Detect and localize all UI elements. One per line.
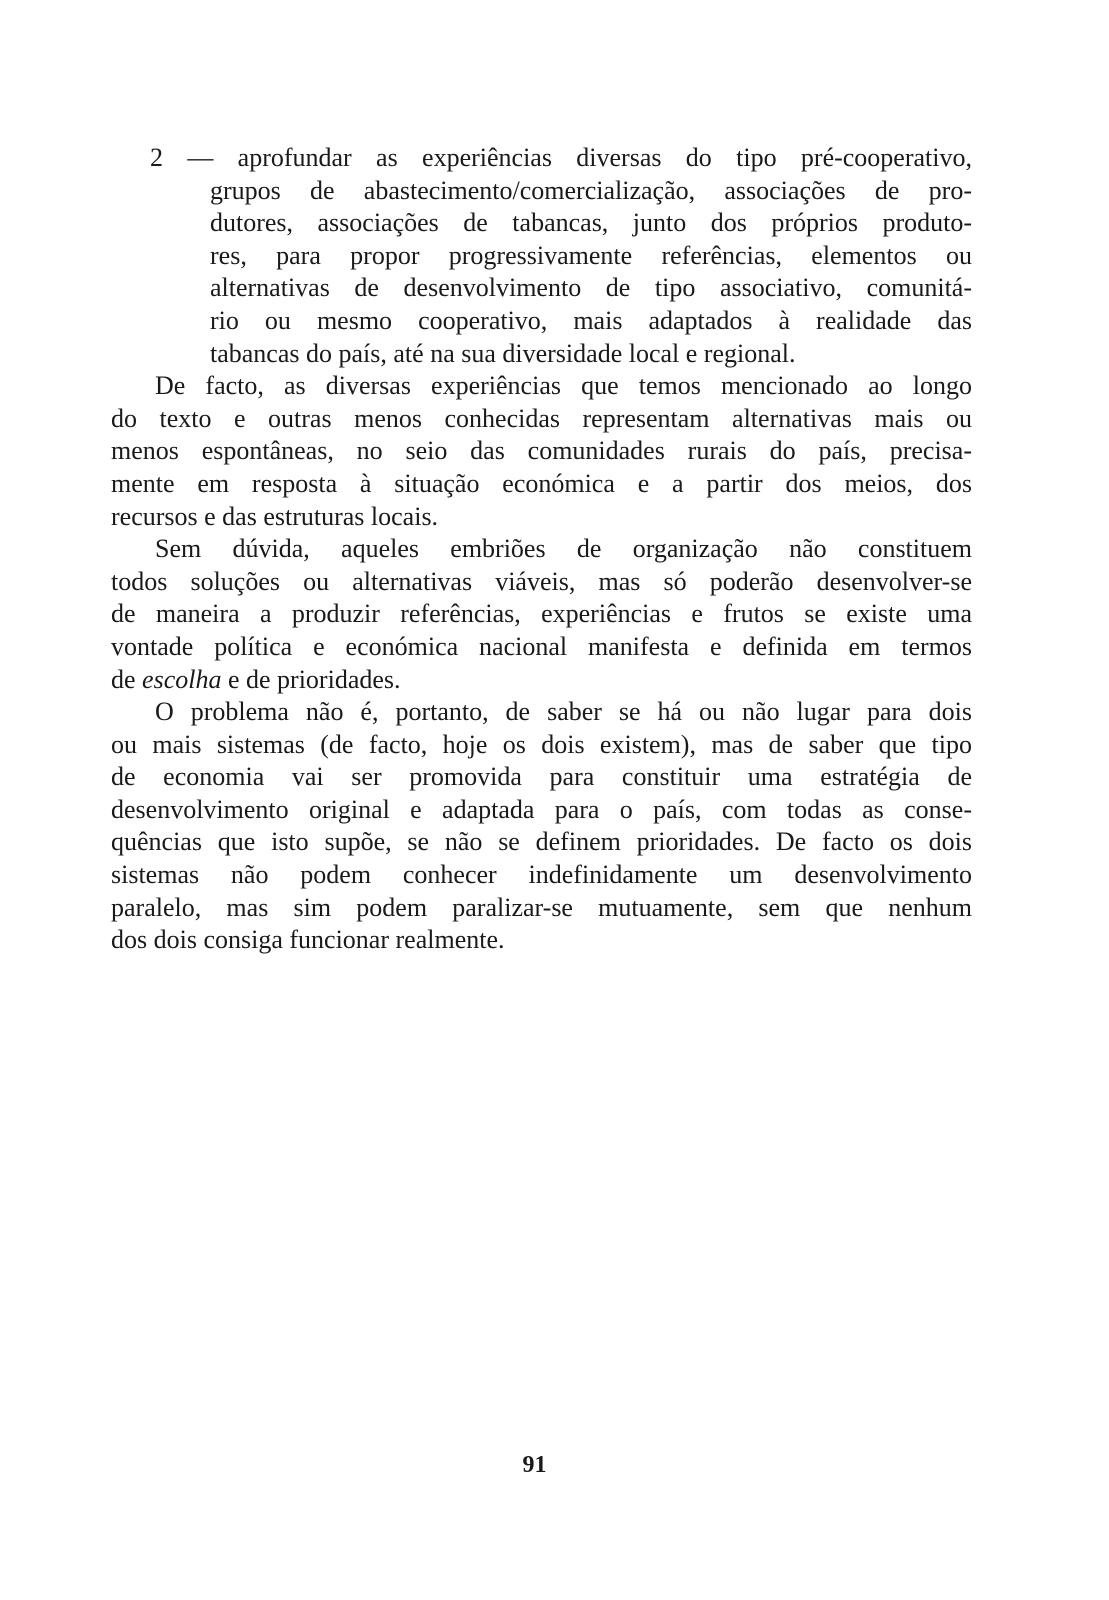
text-line: dos dois consiga funcionar realmente. [111, 925, 505, 955]
text-line: vontade política e económica nacional manifesta e definida em termos [111, 631, 972, 661]
list-item-2 [111, 142, 972, 370]
text-line: menos espontâneas, no seio das comunidades rurais do país, precisa- [111, 436, 972, 466]
text-line: todos soluções ou alternativas viáveis, mas só poderão desenvolver-se [111, 566, 972, 596]
page-body [111, 142, 972, 957]
text-span: e de prioridades. [221, 664, 401, 694]
text-line: sistemas não podem conhecer indefinidamente um desenvolvimento [111, 860, 972, 890]
paragraph-3 [111, 696, 972, 957]
text-line: mente em resposta à situação económica e a partir dos meios, dos [111, 468, 972, 498]
text-line: quências que isto supõe, se não se definem prioridades. De facto os dois [111, 827, 972, 857]
text-line: rio ou mesmo cooperativo, mais adaptados à realidade das [210, 305, 972, 335]
paragraph-2 [111, 533, 972, 696]
text-line: 2 — aprofundar as experiências diversas do tipo pré-cooperativo, [150, 143, 972, 172]
text-line: Sem dúvida, aqueles embriões de organização não constituem [155, 534, 972, 564]
text-span: de [111, 664, 143, 694]
text-line: grupos de abastecimento/comercialização, associações de pro- [210, 175, 972, 205]
text-line: recursos e das estruturas locais. [111, 501, 439, 531]
page-number: 91 [522, 1452, 547, 1478]
text-line: de economia vai ser promovida para constituir uma estratégia de [111, 762, 972, 792]
italic-emphasis: escolha [142, 664, 222, 694]
text-line: ou mais sistemas (de facto, hoje os dois existem), mas de saber que tipo [111, 729, 972, 759]
text-line: res, para propor progressivamente referências, elementos ou [210, 240, 972, 270]
paragraph-1 [111, 370, 972, 533]
text-line: O problema não é, portanto, de saber se há ou não lugar para dois [155, 697, 972, 727]
text-line: tabancas do país, até na sua diversidade local e regional. [210, 338, 796, 368]
text-line: de maneira a produzir referências, experiências e frutos se existe uma [111, 599, 972, 629]
text-line: desenvolvimento original e adaptada para o país, com todas as conse- [111, 794, 972, 824]
text-line [111, 664, 972, 697]
text-line: alternativas de desenvolvimento de tipo associativo, comunitá- [210, 273, 972, 303]
text-line: do texto e outras menos conhecidas representam alternativas mais ou [111, 403, 972, 433]
text-line: dutores, associações de tabancas, junto dos próprios produto- [210, 208, 972, 238]
text-line: paralelo, mas sim podem paralizar-se mutuamente, sem que nenhum [111, 892, 972, 922]
text-line: De facto, as diversas experiências que temos mencionado ao longo [155, 371, 972, 401]
